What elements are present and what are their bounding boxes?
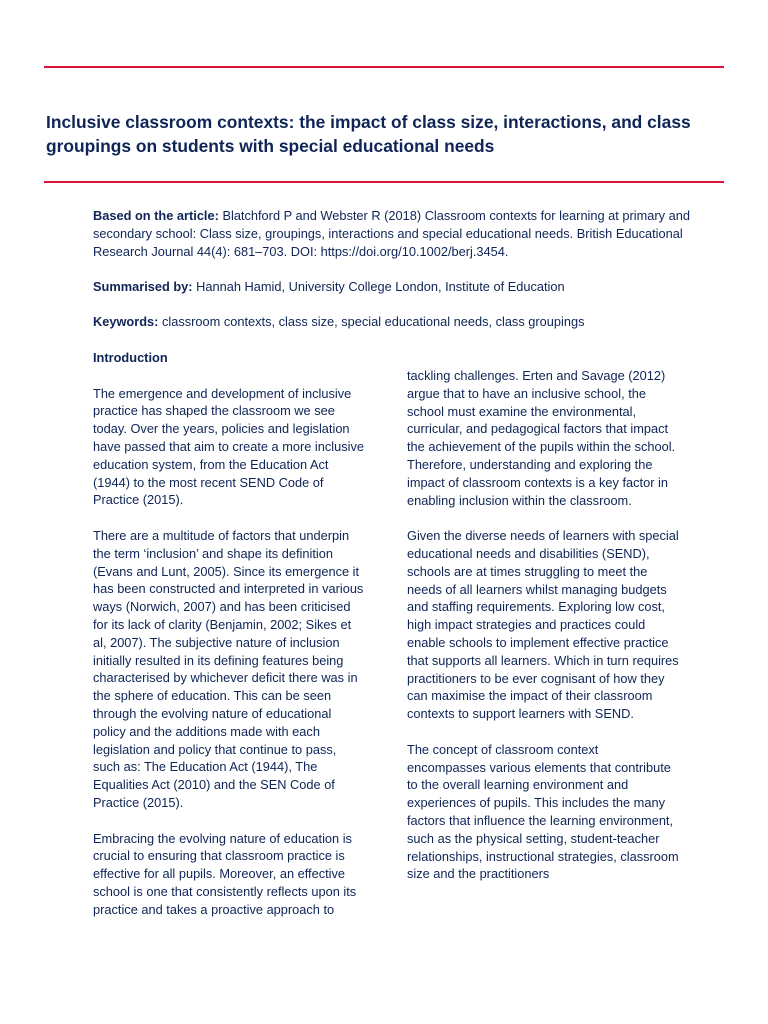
keywords-label: Keywords: bbox=[93, 314, 159, 329]
right-column bbox=[407, 367, 679, 901]
title-divider bbox=[44, 181, 724, 183]
summarised-label: Summarised by: bbox=[93, 279, 193, 294]
article-text: Blatchford P and Webster R (2018) Classroom contexts for learning at primary and secondary school: Class size, groupings, interactions and special educational needs. British Educational Research Journal 44(4): 681–703. DOI: https://doi.org/10.1002/berj.3454. bbox=[93, 208, 690, 259]
section-heading-introduction: Introduction bbox=[93, 350, 168, 365]
top-divider bbox=[44, 66, 724, 68]
summarised-text: Hannah Hamid, University College London, Institute of Education bbox=[196, 279, 565, 294]
left-column bbox=[93, 349, 365, 936]
paragraph: Given the diverse needs of learners with special educational needs and disabilities (SEND), schools are at times struggling to meet the needs of all learners whilst managing budgets and staffing requirements. Exploring low cost, high impact strategies and practices could enable schools to implement effective practice that supports all learners. Which in turn requires practitioners to be ever cognisant of how they can maximise the impact of their classroom contexts to support learners with SEND. bbox=[407, 528, 679, 722]
article-citation bbox=[93, 207, 723, 260]
paragraph: Embracing the evolving nature of education is crucial to ensuring that classroom practice is effective for all pupils. Moreover, an effective school is one that consistently reflects upon its practice and takes a proactive approach to bbox=[93, 830, 357, 917]
paragraph: The concept of classroom context encompasses various elements that contribute to the overall learning environment and experiences of pupils. This includes the many factors that influence the learning environment, such as the physical setting, student-teacher relationships, instructional strategies, classroom size and the practitioners bbox=[407, 741, 679, 882]
article-label: Based on the article: bbox=[93, 208, 219, 223]
keywords bbox=[93, 313, 723, 331]
summarised-by bbox=[93, 278, 723, 296]
keywords-text: classroom contexts, class size, special educational needs, class groupings bbox=[161, 314, 585, 329]
paragraph: There are a multitude of factors that underpin the term ‘inclusion’ and shape its definition (Evans and Lunt, 2005). Since its emergence it has been constructed and interpreted in various ways (Norwich, 2007) and has been criticised for its lack of clarity (Benjamin, 2002; Sikes et al, 2007). The subjective nature of inclusion initially resulted in its defining features being characterised by whichever deficit there was in the sphere of education. This can be seen through the evolving nature of educational policy and the additions made with each legislation and policy that continue to pass, such as: The Education Act (1944), The Equalities Act (2010) and the SEN Code of Practice (2015). bbox=[93, 527, 364, 810]
paragraph: tackling challenges. Erten and Savage (2012) argue that to have an inclusive school, the school must examine the environmental, curricular, and pedagogical factors that impact the achievement of the pupils within the school. Therefore, understanding and exploring the impact of classroom contexts is a key factor in enabling inclusion within the classroom. bbox=[407, 368, 676, 508]
page-title: Inclusive classroom contexts: the impact of class size, interactions, and class groupings on students with special educational needs bbox=[46, 112, 691, 156]
paragraph: The emergence and development of inclusive practice has shaped the classroom we see today. Over the years, policies and legislation have passed that aim to create a more inclusive education system, from the Education Act (1944) to the most recent SEND Code of Practice (2015). bbox=[93, 385, 365, 508]
